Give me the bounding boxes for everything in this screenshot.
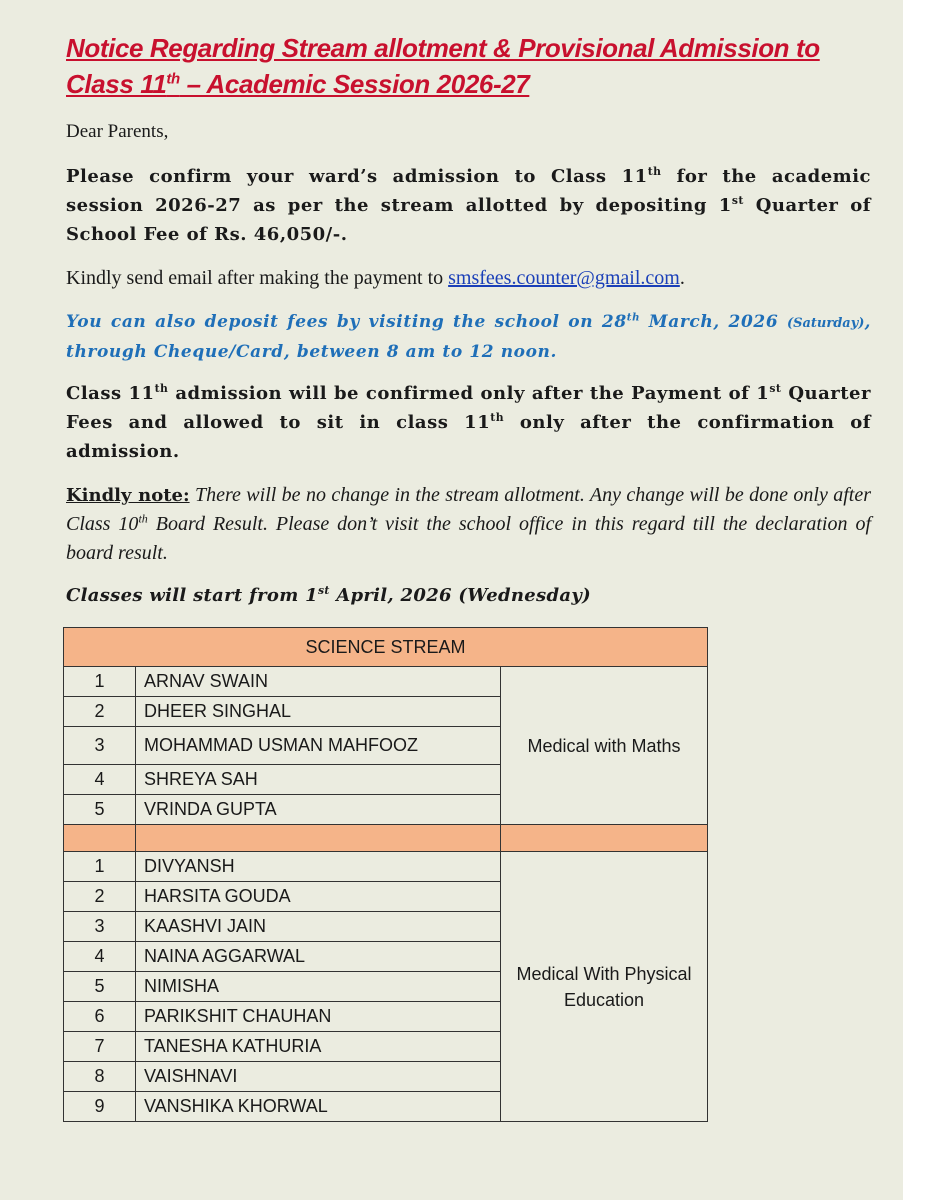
row-number: 6 xyxy=(64,1002,136,1032)
row-number: 3 xyxy=(64,727,136,765)
row-number: 5 xyxy=(64,972,136,1002)
table-header-row xyxy=(64,628,708,667)
student-name: SHREYA SAH xyxy=(136,765,501,795)
student-name: DHEER SINGHAL xyxy=(136,697,501,727)
row-number: 9 xyxy=(64,1092,136,1122)
student-name: HARSITA GOUDA xyxy=(136,882,501,912)
row-number: 4 xyxy=(64,942,136,972)
row-number: 3 xyxy=(64,912,136,942)
confirm-admission-paragraph: Please confirm your ward’s admission to Class 11th for the academic session 2026-27 as per the stream allotted by depositing 1st Quarter of School Fee of Rs. 46,050/-. xyxy=(66,165,871,245)
student-name: VAISHNAVI xyxy=(136,1062,501,1092)
medical-with-pe-group xyxy=(64,852,708,1122)
row-number: 8 xyxy=(64,1062,136,1092)
student-name: VANSHIKA KHORWAL xyxy=(136,1092,501,1122)
admission-confirmation-paragraph: Class 11th admission will be confirmed only after the Payment of 1st Quarter Fees and allowed to sit in class 11th only after the confirmation of admission. xyxy=(66,382,871,462)
student-name: MOHAMMAD USMAN MAHFOOZ xyxy=(136,727,501,765)
student-name: ARNAV SWAIN xyxy=(136,667,501,697)
stream-allotment-table xyxy=(63,627,708,1122)
row-number: 7 xyxy=(64,1032,136,1062)
stream-group-label: Medical with Maths xyxy=(501,667,708,825)
table-row xyxy=(64,667,708,697)
email-link[interactable]: smsfees.counter@gmail.com xyxy=(448,267,680,289)
student-name: NAINA AGGARWAL xyxy=(136,942,501,972)
table-row xyxy=(64,852,708,882)
student-name: VRINDA GUPTA xyxy=(136,795,501,825)
medical-with-maths-group xyxy=(64,667,708,825)
row-number: 2 xyxy=(64,882,136,912)
row-number: 1 xyxy=(64,667,136,697)
salutation: Dear Parents, xyxy=(66,121,169,142)
page-margin xyxy=(903,0,927,1200)
classes-start-paragraph: Classes will start from 1st April, 2026 (Wednesday) xyxy=(66,584,591,606)
row-number: 1 xyxy=(64,852,136,882)
separator-row xyxy=(64,825,708,852)
email-paragraph: Kindly send email after making the payment to smsfees.counter@gmail.com. xyxy=(66,267,685,289)
student-name: PARIKSHIT CHAUHAN xyxy=(136,1002,501,1032)
row-number: 2 xyxy=(64,697,136,727)
student-name: DIVYANSH xyxy=(136,852,501,882)
student-name: TANESHA KATHURIA xyxy=(136,1032,501,1062)
student-name: KAASHVI JAIN xyxy=(136,912,501,942)
row-number: 5 xyxy=(64,795,136,825)
notice-title: Notice Regarding Stream allotment & Provisional Admission to Class 11th – Academic Session 2026-27 xyxy=(66,33,820,99)
deposit-visit-paragraph: You can also deposit fees by visiting the school on 28th March, 2026 (Saturday), through Cheque/Card, between 8 am to 12 noon. xyxy=(66,311,871,362)
kindly-note-paragraph: Kindly note: There will be no change in the stream allotment. Any change will be done only after Class 10th Board Result. Please don’t visit the school office in this regard till the declaration of board result. xyxy=(66,484,871,564)
row-number: 4 xyxy=(64,765,136,795)
science-stream-header: SCIENCE STREAM xyxy=(64,628,708,667)
student-name: NIMISHA xyxy=(136,972,501,1002)
kindly-note-label: Kindly note: xyxy=(66,485,190,506)
stream-group-label: Medical With Physical Education xyxy=(501,852,708,1122)
